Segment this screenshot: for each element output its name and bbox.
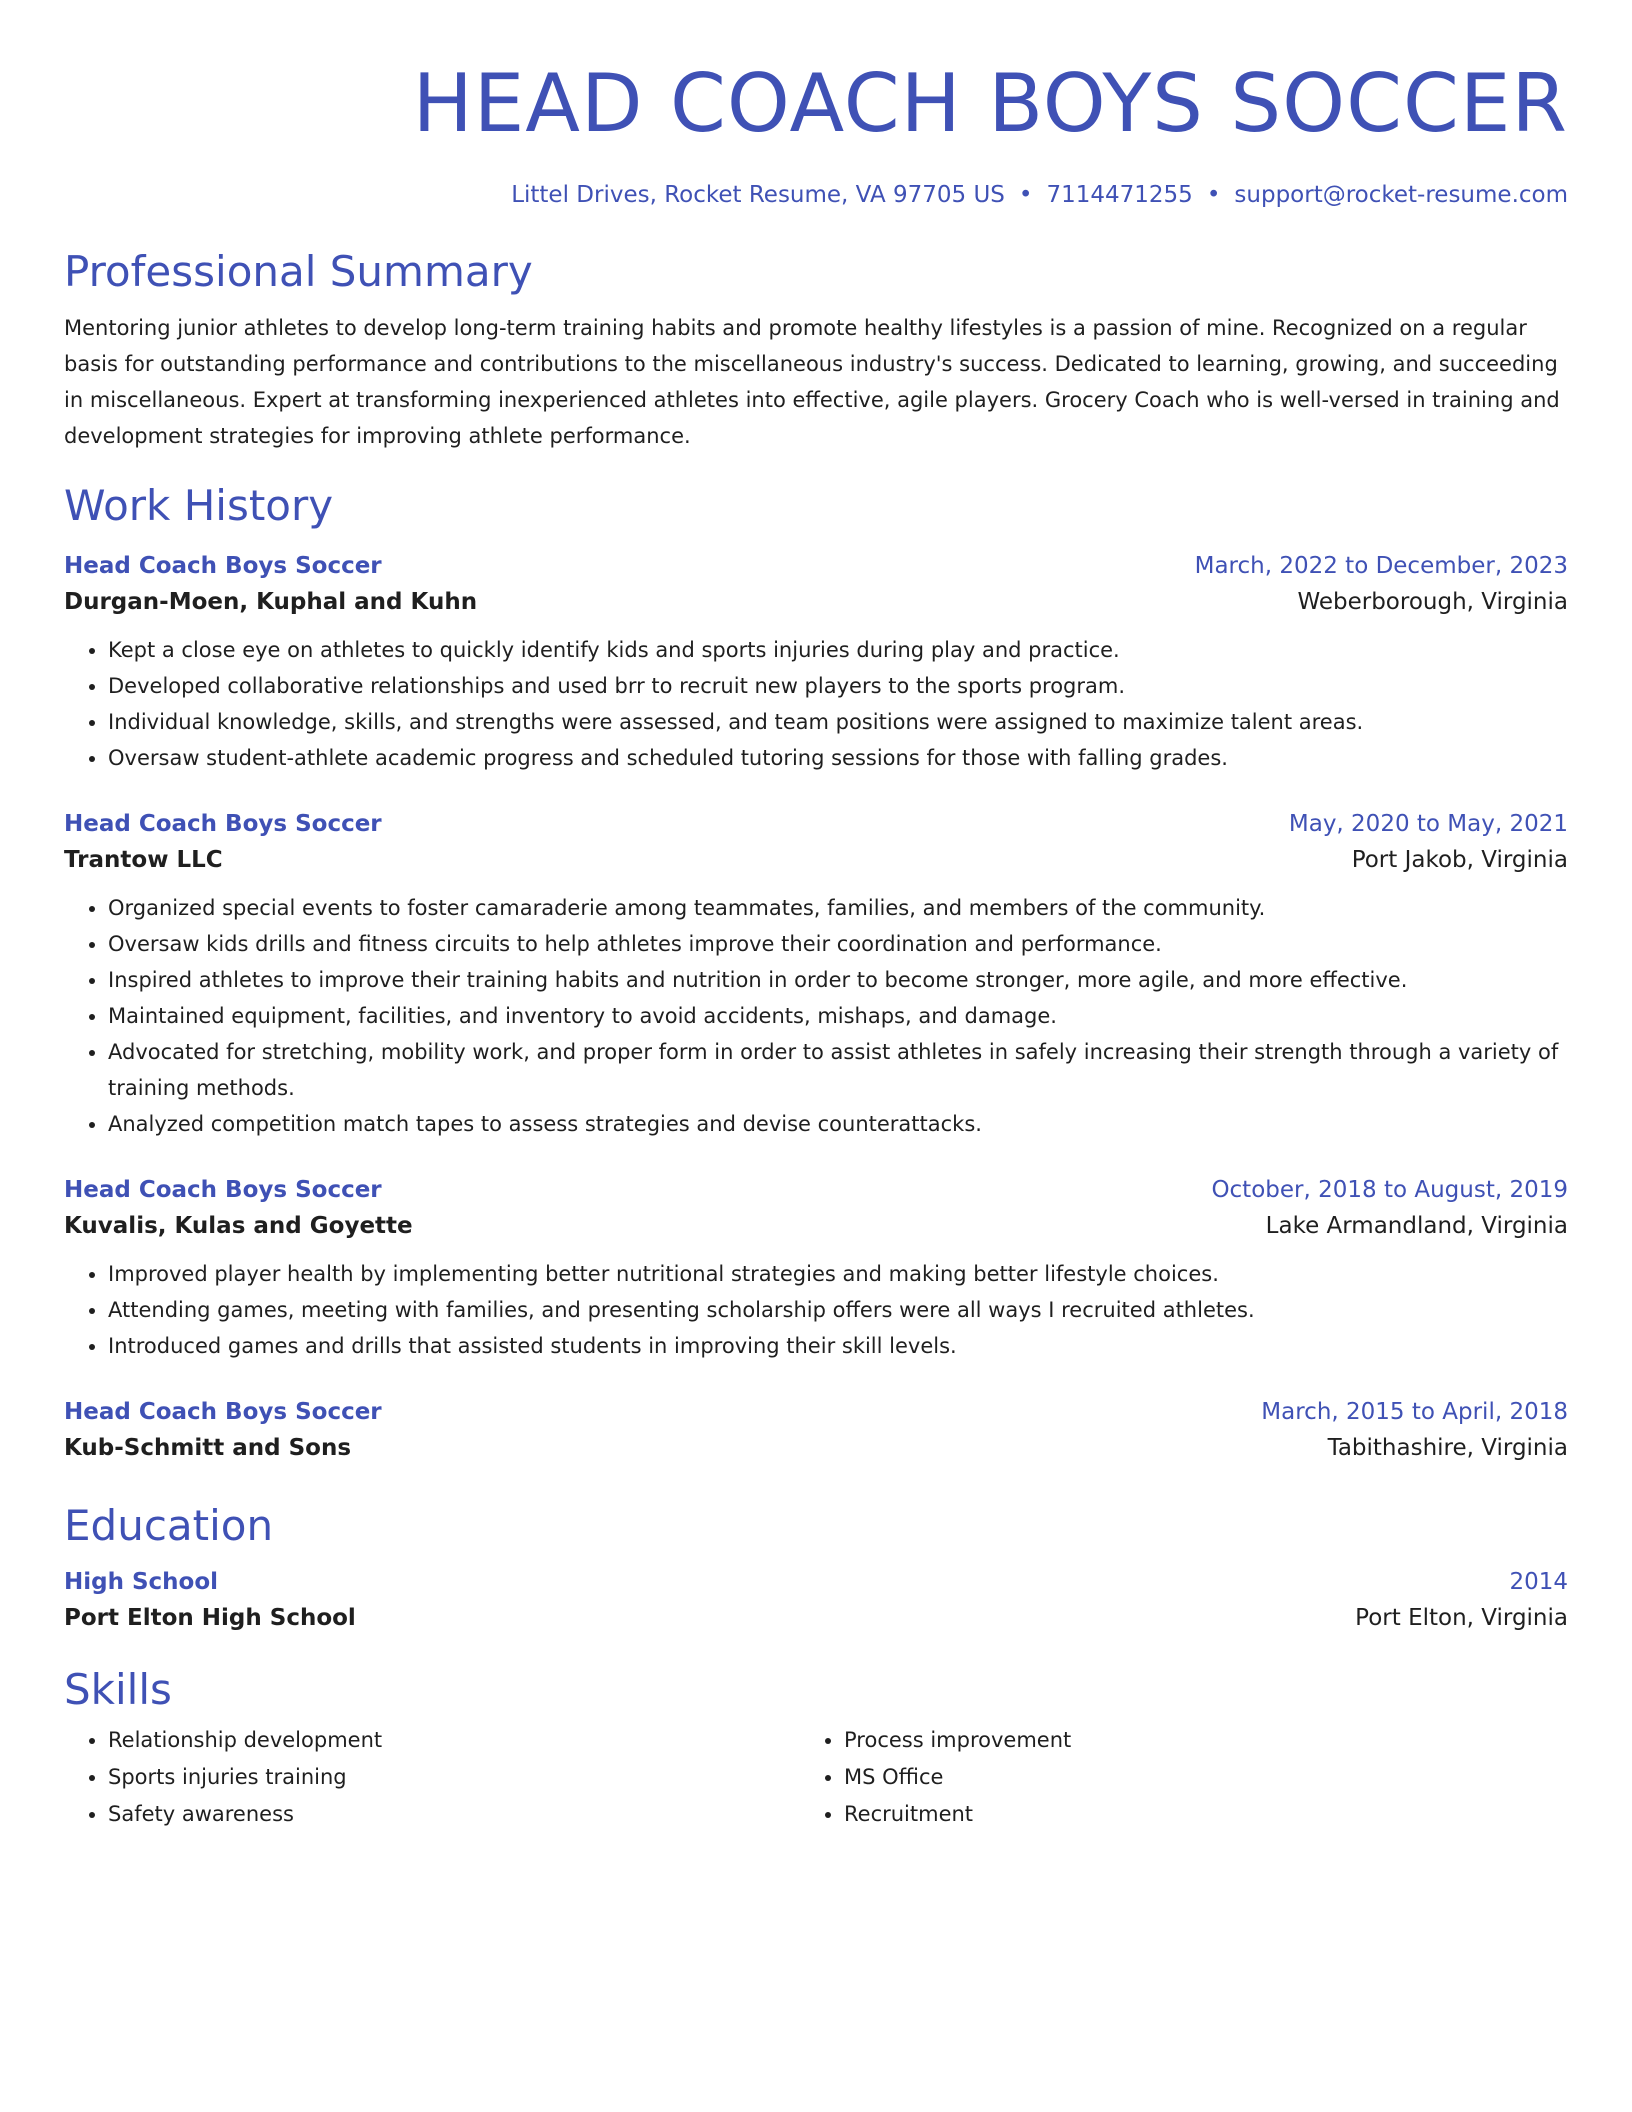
job-bullet: • Individual knowledge, skills, and strengths were assessed, and team positions were assigned to maximize talent areas. — [108, 704, 1568, 740]
education-year: 2014 — [1509, 1569, 1568, 1595]
job-company: Trantow LLC — [64, 847, 223, 873]
job-location: Tabithashire, Virginia — [1327, 1435, 1568, 1461]
job-location: Lake Armandland, Virginia — [1265, 1213, 1568, 1239]
job-dates: March, 2022 to December, 2023 — [1194, 553, 1568, 579]
contact-line — [64, 180, 1568, 210]
skills-heading: Skills — [64, 1665, 172, 1714]
job-bullets — [64, 890, 1568, 1142]
contact-address: Littel Drives, Rocket Resume, VA 97705 US — [511, 182, 1005, 208]
job-bullet: • Oversaw student-athlete academic progress and scheduled tutoring sessions for those with falling grades. — [108, 740, 1568, 776]
job-company: Kuvalis, Kulas and Goyette — [64, 1213, 413, 1239]
skills-column-right — [800, 1722, 1536, 1833]
skill-item: • Safety awareness — [108, 1796, 800, 1833]
job-title: Head Coach Boys Soccer — [64, 553, 382, 579]
work-history-heading: Work History — [64, 481, 334, 530]
job-bullet: • Maintained equipment, facilities, and inventory to avoid accidents, mishaps, and damage. — [108, 998, 1568, 1034]
contact-phone: 7114471255 — [1046, 182, 1193, 208]
job-bullets — [64, 1256, 1568, 1364]
skill-item: • Relationship development — [108, 1722, 800, 1759]
job-entry — [64, 550, 1568, 776]
skill-item: • MS Office — [844, 1759, 1536, 1796]
skill-item: • Recruitment — [844, 1796, 1536, 1833]
job-title: Head Coach Boys Soccer — [64, 1177, 382, 1203]
job-bullets — [64, 632, 1568, 776]
job-entry — [64, 1396, 1568, 1468]
job-location: Weberborough, Virginia — [1297, 589, 1568, 615]
job-title: Head Coach Boys Soccer — [64, 811, 382, 837]
job-dates: March, 2015 to April, 2018 — [1261, 1399, 1568, 1425]
education-entry — [64, 1566, 1568, 1638]
work-history-list — [64, 550, 1568, 1468]
summary-text: Mentoring junior athletes to develop long-term training habits and promote healthy lifestyles is a passion of mine. Recognized on a regular basis for outstanding performance and contributions to the miscellaneous industry's success. Dedicated to learning, growing, and succeeding in miscellaneous. Expert at transforming inexperienced athletes into effective, agile players. Grocery Coach who is well-versed in training and development strategies for improving athlete performance. — [64, 316, 1560, 448]
education-heading: Education — [64, 1501, 274, 1550]
skills-column-left — [64, 1722, 800, 1833]
job-entry — [64, 1174, 1568, 1364]
job-bullet: • Organized special events to foster camaraderie among teammates, families, and members of the community. — [108, 890, 1568, 926]
job-bullet: • Oversaw kids drills and fitness circuits to help athletes improve their coordination and performance. — [108, 926, 1568, 962]
job-bullet: • Improved player health by implementing better nutritional strategies and making better lifestyle choices. — [108, 1256, 1568, 1292]
education-location: Port Elton, Virginia — [1355, 1605, 1568, 1631]
job-bullet: • Kept a close eye on athletes to quickly identify kids and sports injuries during play and practice. — [108, 632, 1568, 668]
job-dates: October, 2018 to August, 2019 — [1211, 1177, 1568, 1203]
job-entry — [64, 808, 1568, 1142]
resume-header — [64, 54, 1568, 210]
job-bullet: • Developed collaborative relationships and used brr to recruit new players to the sports program. — [108, 668, 1568, 704]
summary-heading: Professional Summary — [64, 247, 533, 296]
job-company: Kub-Schmitt and Sons — [64, 1435, 352, 1461]
resume-name: HEAD COACH BOYS SOCCER — [412, 57, 1568, 150]
job-company: Durgan-Moen, Kuphal and Kuhn — [64, 589, 478, 615]
job-bullet: • Introduced games and drills that assisted students in improving their skill levels. — [108, 1328, 1568, 1364]
job-bullet: • Analyzed competition match tapes to assess strategies and devise counterattacks. — [108, 1106, 1568, 1142]
contact-separator: • — [1206, 182, 1221, 208]
job-bullet: • Advocated for stretching, mobility work, and proper form in order to assist athletes in safely increasing their strength through a variety of training methods. — [108, 1034, 1568, 1106]
contact-email: support@rocket-resume.com — [1234, 182, 1568, 208]
job-dates: May, 2020 to May, 2021 — [1288, 811, 1568, 837]
contact-separator: • — [1018, 182, 1033, 208]
education-school: Port Elton High School — [64, 1605, 356, 1631]
job-location: Port Jakob, Virginia — [1351, 847, 1568, 873]
job-title: Head Coach Boys Soccer — [64, 1399, 382, 1425]
job-bullet: • Attending games, meeting with families, and presenting scholarship offers were all ways I recruited athletes. — [108, 1292, 1568, 1328]
job-bullet: • Inspired athletes to improve their training habits and nutrition in order to become stronger, more agile, and more effective. — [108, 962, 1568, 998]
skill-item: • Sports injuries training — [108, 1759, 800, 1796]
skills-list — [64, 1722, 1568, 1833]
skill-item: • Process improvement — [844, 1722, 1536, 1759]
education-degree: High School — [64, 1569, 219, 1595]
